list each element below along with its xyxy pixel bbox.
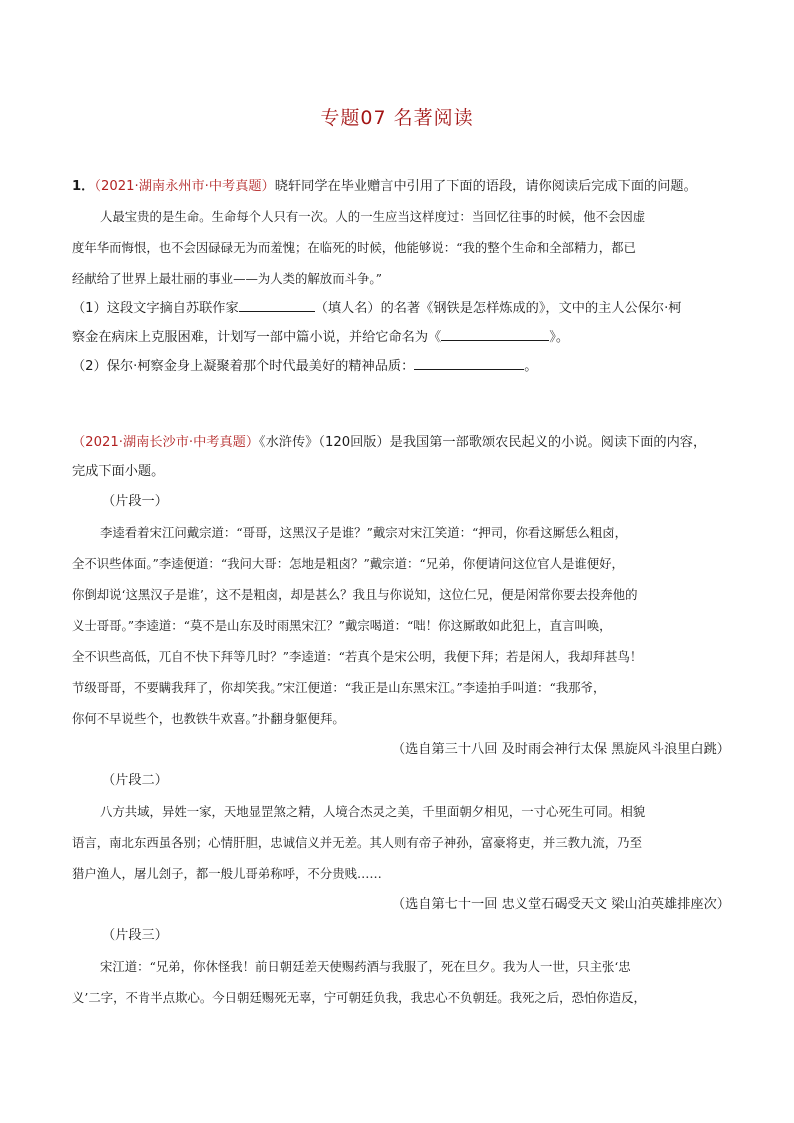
question-intro: 《水浒传》（120回版）是我国第一部歌颂农民起义的小说。阅读下面的内容，: [259, 435, 707, 450]
sub-question-text: 察金在病床上克服困难，计划写一部中篇小说，并给它命名为《: [72, 330, 442, 345]
sub-question-2: [72, 352, 732, 381]
fragment-label: （片段一）: [102, 494, 168, 509]
question-source: （2021·湖南永州市·中考真题）: [94, 179, 275, 194]
passage-line: 语言，南北东西虽各别；心情肝胆，忠诚信义并无差。其人则有帝子神孙，富豪将吏，并三教九流，乃至: [72, 835, 642, 850]
passage-line: 你何不早说些个，也教铁牛欢喜。”扑翻身躯便拜。: [72, 711, 345, 726]
fragment-caption: （选自第三十八回 及时雨会神行太保 黑旋风斗浪里白跳）: [391, 742, 730, 757]
question-1-stem: [72, 172, 732, 201]
passage-line: 宋江道：“兄弟，你休怪我！前日朝廷差天使赐药酒与我服了，死在旦夕。我为人一世，只主张‘忠: [100, 959, 631, 974]
sub-question-1: [72, 294, 732, 323]
page-title: 专题07 名著阅读: [320, 107, 474, 129]
passage-line: 全不识些体面。”李逵便道：“我问大哥：怎地是粗卤？”戴宗道：“兄弟，你便请问这位官人是谁便好，: [72, 556, 624, 571]
question-intro: 晓轩同学在毕业赠言中引用了下面的语段，请你阅读后完成下面的问题。: [274, 179, 697, 194]
question-2-stem: [72, 428, 732, 457]
answer-blank[interactable]: [239, 297, 315, 312]
passage-line: 猎户渔人，屠儿刽子，都一般儿哥弟称呼，不分贵贱……: [72, 866, 382, 881]
passage-line: 节级哥哥，不要瞒我拜了，你却笑我。”宋江便道：“我正是山东黑宋江。”李逵拍手叫道：“我那爷，: [72, 680, 606, 695]
sub-question-text: （2）保尔·柯察金身上凝聚着那个时代最美好的精神品质：: [72, 359, 415, 374]
passage-line: 度年华而悔恨，也不会因碌碌无为而羞愧；在临死的时候，他能够说：“我的整个生命和全部精力，都已: [72, 240, 636, 255]
passage-line: 义’二字，不肯半点欺心。今日朝廷赐死无辜，宁可朝廷负我，我忠心不负朝廷。我死之后，恐怕你造反，: [72, 990, 646, 1005]
answer-blank[interactable]: [414, 355, 524, 370]
fragment-label: （片段二）: [102, 773, 168, 788]
passage-line: 人最宝贵的是生命。生命每个人只有一次。人的一生应当这样度过：当回忆往事的时候，他不会因虚: [100, 209, 646, 224]
passage-line: 八方共域，异姓一家，天地显罡煞之精，人境合杰灵之美，千里面朝夕相见，一寸心死生可同。相貌: [100, 804, 646, 819]
question-2: [72, 428, 732, 1013]
sub-question-text: 。: [524, 359, 538, 374]
passage-line: 你倒却说‘这黑汉子是谁’，这不是粗卤，却是甚么？我且与你说知，这位仁兄，便是闲常你要去投奔他的: [72, 587, 638, 602]
sub-question-text: 》。: [549, 330, 570, 345]
passage-line: 义士哥哥。”李逵道：“莫不是山东及时雨黑宋江？”戴宗喝道：“咄！你这厮敢如此犯上，直言叫唤，: [72, 618, 612, 633]
passage-line: 经献给了世界上最壮丽的事业——为人类的解放而斗争。”: [72, 271, 382, 286]
question-1: [72, 172, 732, 381]
sub-question-text: （1）这段文字摘自苏联作家: [72, 301, 239, 316]
question-number: 1．: [72, 179, 95, 194]
passage-line: 李逵看着宋江问戴宗道：“哥哥，这黑汉子是谁？”戴宗对宋江笑道：“押司，你看这厮恁么粗卤，: [100, 525, 628, 540]
fragment-caption: （选自第七十一回 忠义堂石碣受天文 梁山泊英雄排座次）: [391, 897, 730, 912]
question-source: （2021·湖南长沙市·中考真题）: [72, 435, 260, 450]
passage-line: 全不识些高低，兀自不快下拜等几时？”李逵道：“若真个是宋公明，我便下拜；若是闲人，我却拜甚鸟！: [72, 649, 643, 664]
question-intro: 完成下面小题。: [72, 464, 165, 479]
sub-question-text: （填人名）的名著《钢铁是怎样炼成的》，文中的主人公保尔·柯: [314, 301, 682, 316]
answer-blank[interactable]: [441, 326, 549, 341]
fragment-label: （片段三）: [102, 928, 168, 943]
sub-question-1-cont: [72, 323, 732, 352]
